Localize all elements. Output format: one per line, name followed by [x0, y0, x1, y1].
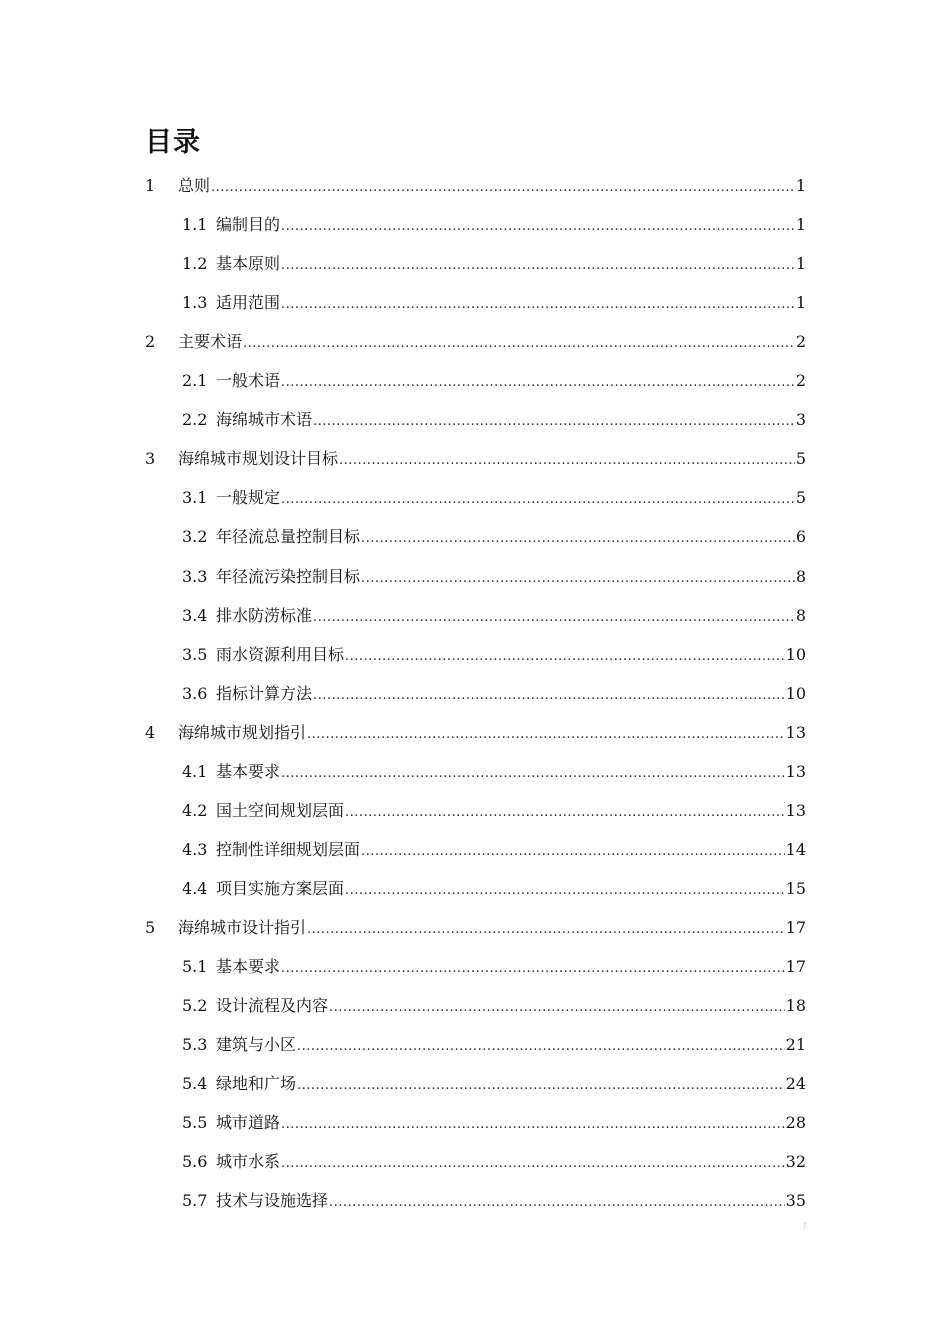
page-title: 目录 [145, 127, 201, 158]
dot-leader [361, 840, 785, 864]
toc-entry-title: 一般规定 [216, 488, 281, 508]
toc-entry-title: 适用范围 [216, 293, 281, 313]
toc-entry-number: 3.2 [182, 527, 208, 547]
toc-entry[interactable] [182, 682, 806, 706]
toc-entry[interactable] [182, 1189, 806, 1213]
dot-leader [281, 215, 795, 239]
toc-entry[interactable] [182, 955, 806, 979]
dot-leader [329, 1191, 785, 1215]
footer-mark: ! [803, 1222, 807, 1232]
toc-entry-number: 3.5 [182, 644, 208, 664]
toc-entry-title: 基本要求 [216, 761, 281, 781]
toc-entry-page-number: 6 [795, 527, 806, 547]
toc-entry-number: 3.3 [182, 566, 208, 586]
toc-entry-title: 雨水资源利用目标 [216, 644, 345, 664]
toc-entry-page-number: 10 [785, 644, 806, 664]
toc-entry-number: 5.4 [182, 1074, 208, 1094]
toc-entry-number: 1.1 [182, 215, 208, 235]
toc-entry[interactable] [182, 760, 806, 784]
toc-entry-title: 基本原则 [216, 254, 281, 274]
toc-entry[interactable] [182, 291, 806, 315]
dot-leader [281, 254, 795, 278]
toc-entry-number: 1 [145, 176, 156, 195]
dot-leader [281, 957, 785, 981]
toc-entry-number: 2 [145, 332, 156, 352]
dot-leader [339, 449, 795, 473]
toc-entry[interactable] [182, 408, 806, 432]
toc-entry[interactable] [145, 174, 806, 198]
toc-entry[interactable] [182, 1111, 806, 1135]
toc-entry-number: 3 [145, 449, 156, 469]
dot-leader [243, 332, 795, 356]
toc-entry[interactable] [182, 1150, 806, 1174]
toc-entry[interactable] [145, 916, 806, 940]
toc-entry-title: 海绵城市规划指引 [178, 722, 307, 742]
toc-entry-title: 排水防涝标准 [216, 605, 313, 625]
toc-entry-number: 3.1 [182, 488, 208, 508]
toc-entry-page-number: 5 [795, 449, 806, 469]
toc-entry-title: 海绵城市术语 [216, 410, 313, 430]
toc-entry-page-number: 14 [785, 839, 806, 859]
toc-entry-number: 1.3 [182, 293, 208, 313]
toc-entry-number: 5.1 [182, 957, 208, 976]
toc-entry-title: 技术与设施选择 [216, 1191, 329, 1211]
toc-entry-page-number: 24 [785, 1074, 806, 1094]
toc-entry-page-number: 15 [785, 878, 806, 898]
dot-leader [361, 567, 795, 591]
toc-entry-title: 项目实施方案层面 [216, 878, 345, 898]
toc-entry-page-number: 18 [785, 996, 806, 1016]
toc-entry-page-number: 17 [785, 917, 806, 937]
toc-entry-number: 5 [145, 917, 156, 937]
toc-entry-number: 1.2 [182, 254, 208, 274]
toc-entry-number: 3.4 [182, 605, 208, 625]
toc-entry[interactable] [145, 330, 806, 354]
toc-entry-page-number: 13 [785, 722, 806, 742]
dot-leader [345, 879, 785, 903]
toc-entry[interactable] [182, 369, 806, 393]
toc-entry-page-number: 2 [795, 332, 806, 352]
toc-entry-title: 城市水系 [216, 1152, 281, 1172]
dot-leader [307, 918, 785, 942]
dot-leader [345, 801, 785, 825]
toc-entry-page-number: 17 [785, 957, 806, 976]
toc-entry[interactable] [182, 604, 806, 628]
dot-leader [297, 1074, 785, 1098]
toc-entry-number: 5.2 [182, 996, 208, 1016]
dot-leader [281, 1113, 785, 1137]
toc-entry-page-number: 35 [785, 1191, 806, 1211]
dot-leader [313, 606, 795, 630]
toc-entry-page-number: 1 [795, 293, 806, 313]
toc-entry-title: 海绵城市设计指引 [178, 917, 307, 937]
toc-entry-number: 5.5 [182, 1113, 208, 1133]
toc-entry[interactable] [145, 447, 806, 471]
toc-entry-title: 控制性详细规划层面 [216, 839, 361, 859]
toc-entry-page-number: 8 [795, 566, 806, 586]
toc-entry-title: 设计流程及内容 [216, 996, 329, 1016]
toc-entry-page-number: 1 [795, 254, 806, 274]
toc-entry-title: 编制目的 [216, 215, 281, 235]
dot-leader [307, 723, 785, 747]
toc-entry[interactable] [182, 877, 806, 901]
toc-entry-number: 4.4 [182, 878, 208, 898]
dot-leader [281, 762, 785, 786]
toc-entry-title: 年径流污染控制目标 [216, 566, 361, 586]
toc-entry-page-number: 13 [785, 800, 806, 820]
toc-entry-page-number: 2 [795, 371, 806, 391]
toc-entry-title: 基本要求 [216, 957, 281, 976]
dot-leader [329, 996, 785, 1020]
dot-leader [313, 684, 785, 708]
dot-leader [281, 488, 795, 512]
toc-entry[interactable] [182, 1033, 806, 1057]
dot-leader [297, 1035, 785, 1059]
toc-entry-title: 建筑与小区 [216, 1035, 297, 1055]
toc-entry[interactable] [182, 252, 806, 276]
toc-entry-title: 主要术语 [178, 332, 243, 352]
toc-entry-page-number: 28 [785, 1113, 806, 1133]
toc-entry-page-number: 32 [785, 1152, 806, 1172]
toc-entry[interactable] [182, 565, 806, 589]
toc-entry-number: 4.3 [182, 839, 208, 859]
toc-entry[interactable] [182, 838, 806, 862]
toc-entry[interactable] [182, 994, 806, 1018]
toc-entry[interactable] [182, 486, 806, 510]
dot-leader [211, 176, 795, 200]
dot-leader [361, 527, 795, 551]
toc-entry-title: 指标计算方法 [216, 683, 313, 703]
toc-entry-page-number: 1 [795, 176, 806, 195]
toc-entry-number: 4.2 [182, 800, 208, 820]
toc-entry-page-number: 21 [785, 1035, 806, 1055]
toc-entry[interactable] [182, 1072, 806, 1096]
toc-entry[interactable] [182, 525, 806, 549]
dot-leader [313, 410, 795, 434]
toc-entry-number: 3.6 [182, 683, 208, 703]
toc-entry-page-number: 5 [795, 488, 806, 508]
toc-entry-page-number: 3 [795, 410, 806, 430]
toc-entry-page-number: 13 [785, 761, 806, 781]
toc-entry-title: 一般术语 [216, 371, 281, 391]
toc-entry-number: 4.1 [182, 761, 208, 781]
toc-entry-number: 2.2 [182, 410, 208, 430]
dot-leader [345, 645, 785, 669]
toc-entry-page-number: 10 [785, 683, 806, 703]
toc-entry-title: 城市道路 [216, 1113, 281, 1133]
toc-entry-number: 4 [145, 722, 156, 742]
toc-entry-title: 海绵城市规划设计目标 [178, 449, 339, 469]
toc-entry-title: 总则 [178, 176, 211, 195]
toc-entry[interactable] [182, 643, 806, 667]
toc-entry-page-number: 8 [795, 605, 806, 625]
toc-entry[interactable] [182, 213, 806, 237]
toc-entry-title: 国土空间规划层面 [216, 800, 345, 820]
dot-leader [281, 1152, 785, 1176]
toc-entry-number: 5.6 [182, 1152, 208, 1172]
toc-entry-number: 5.7 [182, 1191, 208, 1211]
toc-entry-number: 5.3 [182, 1035, 208, 1055]
toc-entry-number: 2.1 [182, 371, 208, 391]
toc-entry-page-number: 1 [795, 215, 806, 235]
dot-leader [281, 293, 795, 317]
toc-entry[interactable] [145, 721, 806, 745]
toc-entry[interactable] [182, 799, 806, 823]
toc-entry-title: 年径流总量控制目标 [216, 527, 361, 547]
toc-entry-title: 绿地和广场 [216, 1074, 297, 1094]
dot-leader [281, 371, 795, 395]
